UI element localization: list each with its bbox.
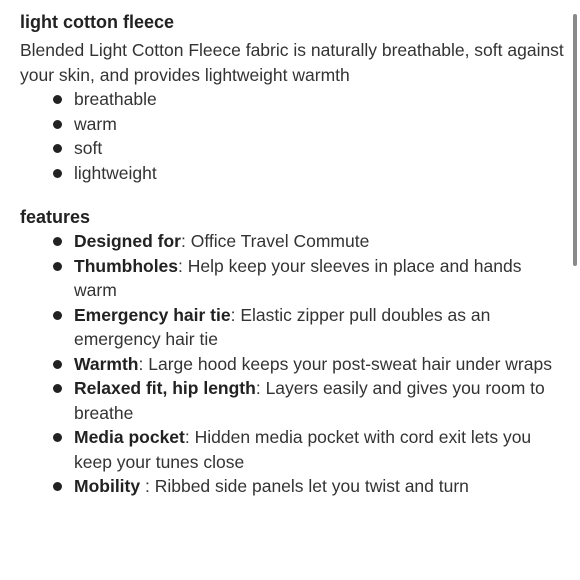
feature-term: Designed for [74,231,181,251]
feature-term: Relaxed fit, hip length [74,378,256,398]
fabric-bullet-text: breathable [74,89,157,109]
bullet-dot-icon [53,237,62,246]
feature-separator: : [255,378,266,398]
feature-item [20,303,565,352]
fabric-bullet [20,112,565,137]
bullet-dot-icon [53,360,62,369]
bullet-dot-icon [53,120,62,129]
fabric-bullet-list [20,87,565,185]
features-heading: features [20,207,91,227]
bullet-dot-icon [53,95,62,104]
feature-separator: : [140,476,155,496]
vertical-scrollbar[interactable] [573,14,577,266]
fabric-bullet-text: soft [74,138,103,158]
feature-separator: : [230,304,241,325]
feature-term: Thumbholes [74,255,179,276]
fabric-bullet [20,87,565,112]
feature-item [20,352,565,377]
fabric-bullet-text: lightweight [74,162,157,183]
features-list [20,229,565,499]
feature-text: Elastic zipper pull doubles as an emergency hair tie [74,304,491,349]
fabric-description: Blended Light Cotton Fleece fabric is naturally breathable, soft against your skin, and provides lightweight warmth [20,40,564,85]
feature-item [20,229,565,254]
feature-text: Help keep your sleeves in place and hands warm [74,255,522,300]
fabric-heading: light cotton fleece [20,12,175,32]
bullet-dot-icon [53,384,62,393]
feature-text: Ribbed side panels let you twist and turn [154,476,469,496]
bullet-dot-icon [53,311,62,320]
feature-text: Layers easily and gives you room to breathe [74,378,545,423]
feature-term: Mobility [74,476,141,496]
bullet-dot-icon [53,144,62,153]
feature-separator: : [178,255,188,276]
feature-item [20,376,565,425]
feature-separator: : [184,427,195,447]
feature-separator: : [180,231,191,251]
fabric-bullet [20,161,565,186]
fabric-bullet [20,136,565,161]
fabric-bullet-text: warm [74,113,117,134]
bullet-dot-icon [53,482,62,491]
feature-separator: : [138,353,149,374]
feature-term: Warmth [74,353,139,374]
feature-text: Large hood keeps your post-sweat hair under wraps [148,353,552,374]
bullet-dot-icon [53,433,62,442]
bullet-dot-icon [53,262,62,271]
feature-item [20,254,565,303]
bullet-dot-icon [53,169,62,178]
feature-term: Emergency hair tie [74,304,231,325]
feature-text: Hidden media pocket with cord exit lets you keep your tunes close [74,427,532,472]
feature-item [20,425,565,474]
product-details [20,10,565,499]
feature-item [20,474,565,499]
feature-text: Office Travel Commute [190,231,370,251]
feature-term: Media pocket [74,427,185,447]
